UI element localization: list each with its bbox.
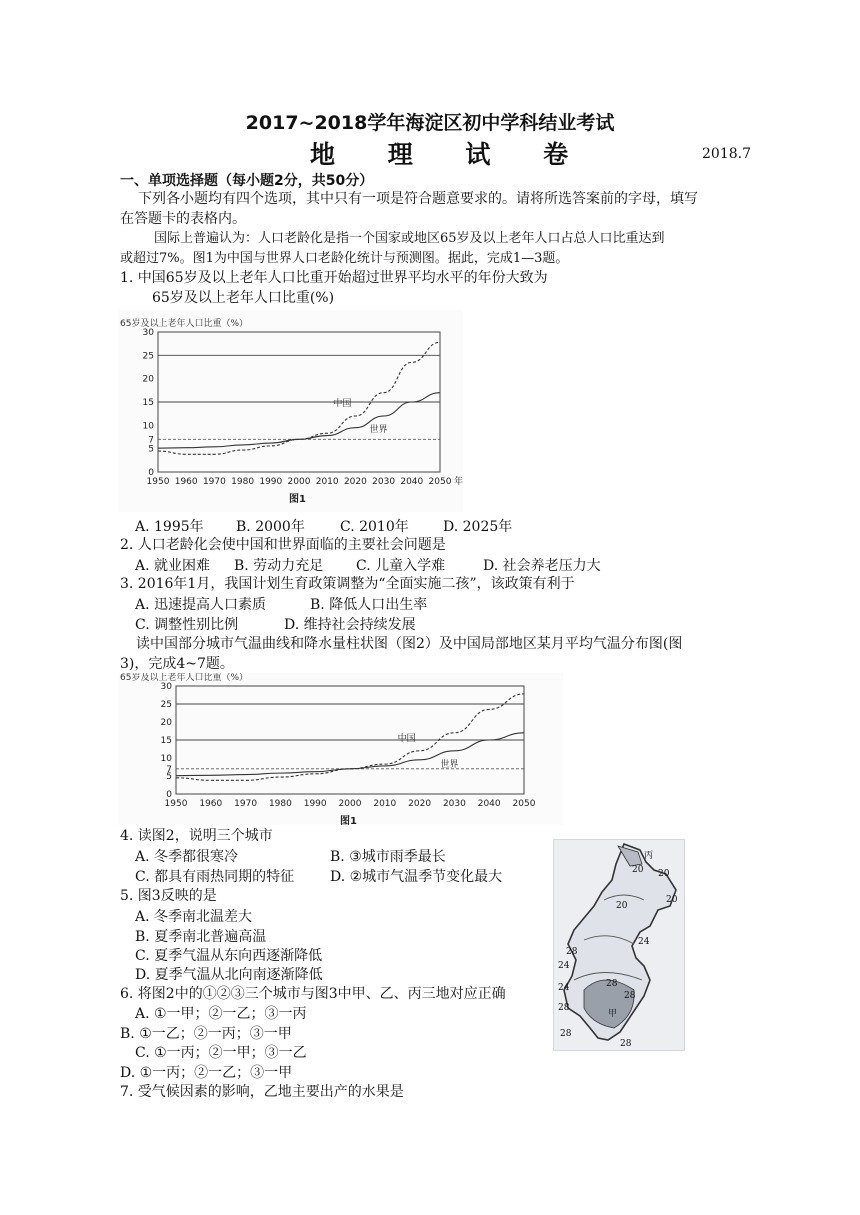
passage-line: 或超过7%。图1为中国与世界人口老龄化统计与预测图。据此，完成1—3题。 <box>120 251 569 266</box>
population-aging-chart-2 <box>118 673 563 825</box>
temperature-map <box>554 840 684 1050</box>
y-tick-label: 7 <box>148 435 154 446</box>
figure-caption: 图1 <box>289 494 306 505</box>
passage-line: 读中国部分城市气温曲线和降水量柱状图（图2）及中国局部地区某月平均气温分布图(图 <box>136 636 683 652</box>
passage-line: 3)，完成4~7题。 <box>120 656 234 672</box>
option-item: D. 2025年 <box>443 519 513 535</box>
option-item: C. 夏季气温从东向西逐渐降低 <box>135 948 323 964</box>
x-tick-label: 2050 <box>428 477 452 487</box>
option-item: B. 劳动力充足 <box>234 558 324 574</box>
y-tick-label: 15 <box>142 398 154 408</box>
figure-2-chart <box>118 673 563 825</box>
x-tick-label: 1990 <box>259 477 283 487</box>
y-tick-label: 10 <box>160 754 172 764</box>
x-tick-label: 2010 <box>315 477 339 487</box>
question-stem: 6. 将图2中的①②③三个城市与图3中甲、乙、丙三地对应正确 <box>120 986 506 1002</box>
option-item: A. 就业困难 <box>135 558 211 574</box>
x-tick-label: 1950 <box>164 799 188 809</box>
series-line-china <box>158 342 440 454</box>
x-tick-label: 2020 <box>408 799 432 809</box>
x-tick-label: 2000 <box>287 477 311 487</box>
exam-title: 2017~2018学年海淀区初中学科结业考试 <box>245 112 615 134</box>
x-tick-label: 1950 <box>146 477 170 487</box>
map-label: 28 <box>558 1003 570 1013</box>
series-label: 世界 <box>369 425 388 435</box>
option-item: D. 夏季气温从北向南逐渐降低 <box>135 967 323 983</box>
option-item: B. 降低人口出生率 <box>310 597 428 613</box>
question-stem: 3. 2016年1月，我国计划生育政策调整为“全面实施二孩”，该政策有利于 <box>120 576 575 592</box>
series-line-china <box>176 694 524 780</box>
figure-caption: 图1 <box>340 816 357 825</box>
instruction-line: 下列各小题均有四个选项，其中只有一项是符合题意要求的。请将所选答案前的字母，填写 <box>138 191 698 207</box>
section-heading: 一、单项选择题（每小题2分，共50分） <box>120 173 374 189</box>
x-tick-label: 2020 <box>343 477 367 487</box>
x-tick-label: 2050 <box>512 799 536 809</box>
option-item: C. 2010年 <box>340 519 409 535</box>
passage-line: 国际上普遍认为：人口老龄化是指一个国家或地区65岁及以上老年人口占总人口比重达到 <box>154 231 665 246</box>
series-label: 中国 <box>397 733 416 744</box>
map-label: 28 <box>624 991 636 1001</box>
map-label: 甲 <box>608 1009 618 1019</box>
question-stem: 5. 图3反映的是 <box>120 888 217 904</box>
x-tick-label: 1970 <box>202 477 226 487</box>
map-label: 20 <box>632 865 644 875</box>
map-label: 24 <box>638 937 650 947</box>
instruction-line: 在答题卡的表格内。 <box>120 211 246 227</box>
option-item: D. 维持社会持续发展 <box>284 617 416 633</box>
y-tick-label: 25 <box>160 700 172 710</box>
option-item: A. ①一甲；②一乙；③一丙 <box>135 1006 307 1022</box>
series-label: 世界 <box>440 759 459 770</box>
map-label: 20 <box>658 869 670 879</box>
chart-caption: 65岁及以上老年人口比重(%) <box>152 290 335 306</box>
map-label: 20 <box>616 901 628 911</box>
x-tick-label: 2030 <box>372 477 396 487</box>
x-tick-label: 1960 <box>199 799 223 809</box>
y-tick-label: 25 <box>142 351 154 362</box>
option-item: A. 1995年 <box>135 519 204 535</box>
y-tick-label: 5 <box>166 772 172 782</box>
x-tick-label: 2010 <box>373 799 397 809</box>
option-item: B. 夏季南北普遍高温 <box>135 929 267 945</box>
option-item: D. ①一丙；②一乙；③一甲 <box>120 1065 293 1081</box>
figure-1-chart <box>118 310 463 512</box>
y-axis-label: 65岁及以上老年人口比重（%） <box>120 319 249 329</box>
x-tick-label: 1960 <box>174 477 198 487</box>
x-tick-label: 2000 <box>338 799 362 809</box>
y-tick-label: 7 <box>166 764 172 775</box>
series-line-world <box>158 393 440 449</box>
x-tick-label: 2040 <box>400 477 424 487</box>
y-tick-label: 10 <box>142 421 154 432</box>
map-label: 20 <box>666 895 678 905</box>
y-tick-label: 15 <box>160 736 172 746</box>
option-item: A. 冬季南北温差大 <box>135 909 253 925</box>
series-label: 中国 <box>333 399 352 409</box>
question-stem: 7. 受气候因素的影响，乙地主要出产的水果是 <box>120 1084 404 1100</box>
y-tick-label: 20 <box>142 374 154 385</box>
x-tick-label: 1980 <box>231 477 255 487</box>
option-item: C. 儿童入学难 <box>356 558 446 574</box>
population-aging-chart-1 <box>118 310 463 512</box>
map-label: 28 <box>560 1029 572 1039</box>
x-tick-label: 1970 <box>234 799 258 809</box>
map-label: 28 <box>620 1039 632 1049</box>
option-item: C. ①一丙；②一甲；③一乙 <box>135 1045 307 1061</box>
question-stem: 1. 中国65岁及以上老年人口比重开始超过世界平均水平的年份大致为 <box>120 270 548 286</box>
x-tick-label: 1990 <box>303 799 327 809</box>
option-item: B. 2000年 <box>236 519 305 535</box>
option-item: B. ①一乙；②一丙；③一甲 <box>120 1026 292 1042</box>
y-tick-label: 0 <box>148 468 154 478</box>
series-line-world <box>176 733 524 776</box>
option-item: B. ③城市雨季最长 <box>330 849 446 865</box>
option-item: A. 迅速提高人口素质 <box>135 597 267 613</box>
y-tick-label: 30 <box>142 328 154 338</box>
y-axis-label: 65岁及以上老年人口比重（%） <box>120 673 249 683</box>
y-tick-label: 30 <box>160 682 172 692</box>
question-stem: 2. 人口老龄化会使中国和世界面临的主要社会问题是 <box>120 537 446 553</box>
option-item: C. 都具有雨热同期的特征 <box>135 869 295 885</box>
subject-title: 地 理 试 卷 <box>310 140 591 169</box>
figure-3-temperature-map <box>553 839 685 1051</box>
option-item: D. ②城市气温季节变化最大 <box>330 869 503 885</box>
option-item: C. 调整性别比例 <box>135 617 239 633</box>
x-tick-label: 2040 <box>477 799 501 809</box>
question-stem: 4. 读图2，说明三个城市 <box>120 828 273 844</box>
exam-date: 2018.7 <box>702 146 751 162</box>
map-label: 丙 <box>644 851 654 861</box>
y-tick-label: 0 <box>166 790 172 800</box>
map-label: 24 <box>558 961 570 971</box>
x-axis-label: 年 <box>454 477 463 487</box>
y-tick-label: 5 <box>148 444 154 455</box>
x-tick-label: 2030 <box>442 799 466 809</box>
x-tick-label: 1980 <box>268 799 292 809</box>
option-item: D. 社会养老压力大 <box>483 558 601 574</box>
map-label: 28 <box>606 979 618 989</box>
option-item: A. 冬季都很寒冷 <box>135 849 239 865</box>
map-label: 24 <box>558 983 570 993</box>
map-label: 28 <box>566 947 578 957</box>
y-tick-label: 20 <box>160 718 172 728</box>
